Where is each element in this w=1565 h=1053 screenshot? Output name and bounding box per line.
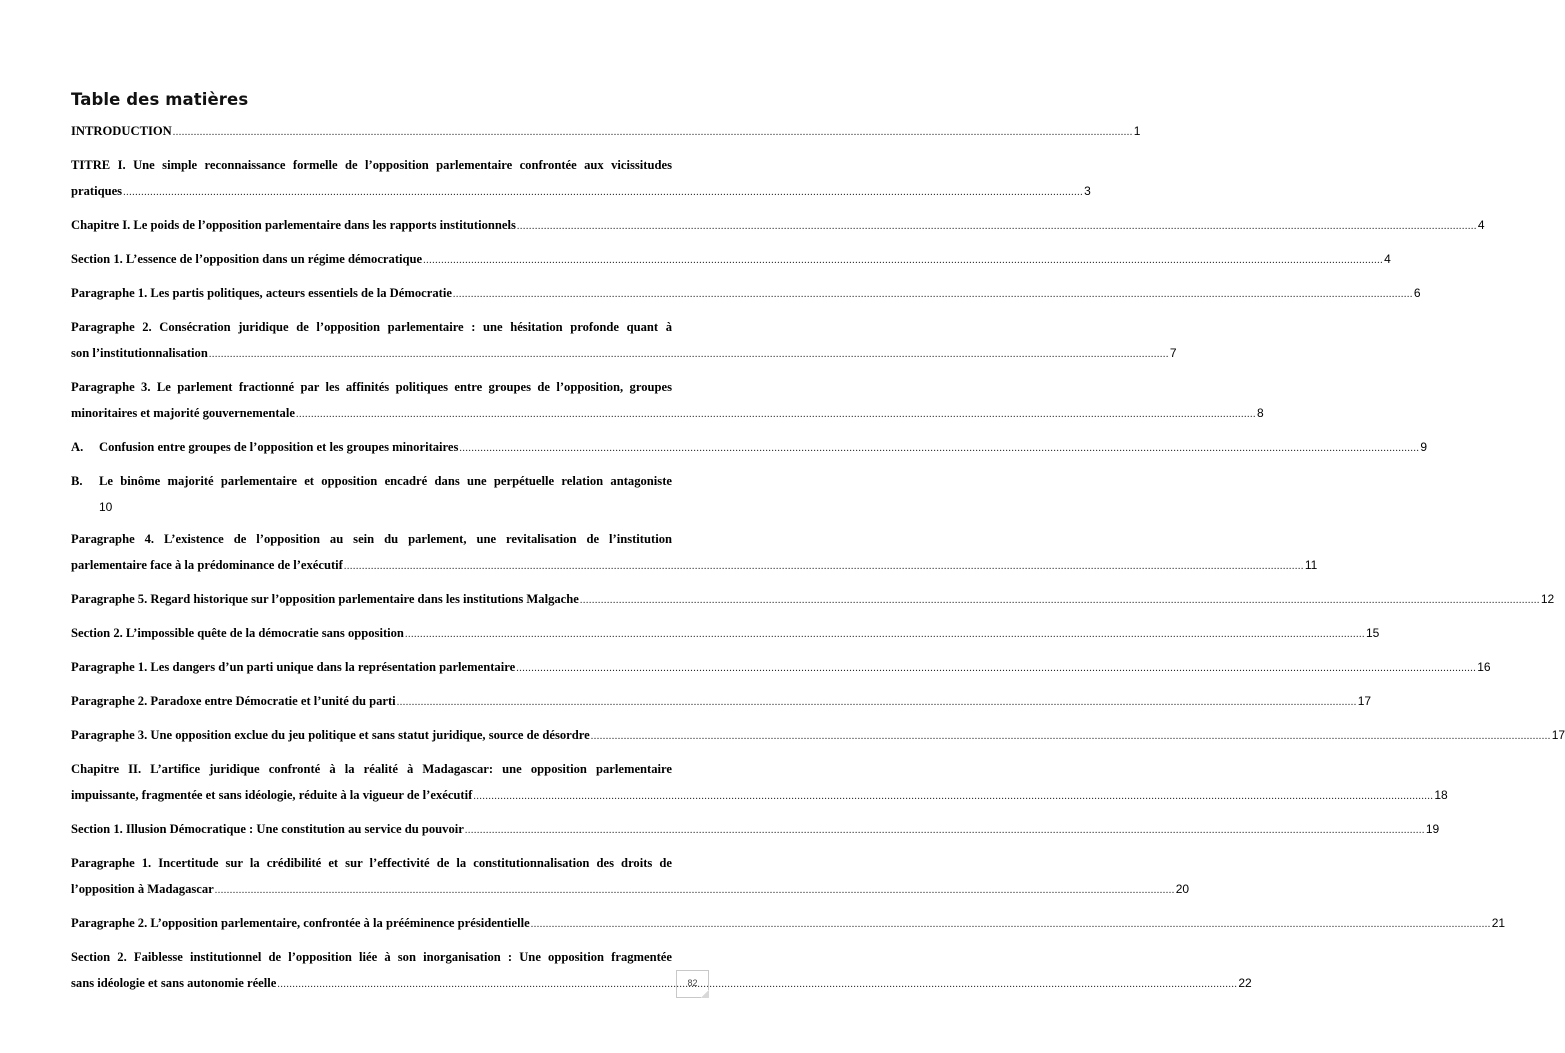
toc-entry-text: Section 2. Faiblesse institutionnel de l’opposition liée à son inorganisation : Une opposition fragmentée <box>71 950 672 964</box>
toc-entry[interactable] <box>71 280 1421 308</box>
toc-entry-page: 12 <box>1540 592 1555 606</box>
toc-entry-text-cont: impuissante, fragmentée et sans idéologie, réduite à la vigueur de l’exécutif <box>71 788 473 802</box>
leader-dots <box>459 436 1419 462</box>
toc-entry[interactable] <box>71 910 1506 938</box>
toc-entry-text: Section 2. L’impossible quête de la démocratie sans opposition <box>71 626 404 640</box>
toc-entry-text: Paragraphe 1. Incertitude sur la crédibilité et sur l’effectivité de la constitutionnalisation des droits de <box>71 856 672 870</box>
toc-entry-text: Paragraphe 4. L’existence de l’opposition au sein du parlement, une revitalisation de l’institution <box>71 532 672 546</box>
toc-entry-page: 17 <box>1357 694 1372 708</box>
toc-heading: Table des matières <box>71 90 249 109</box>
toc-entry-page: 11 <box>1304 558 1318 572</box>
toc-entry[interactable] <box>71 246 1391 274</box>
toc-entry-page: 16 <box>1477 660 1491 674</box>
leader-dots <box>531 912 1491 938</box>
toc-entry-text-cont: parlementaire face à la prédominance de l’exécutif <box>71 558 343 572</box>
toc-entry-page: 21 <box>1491 916 1506 930</box>
leader-dots <box>473 784 1433 810</box>
toc-entry[interactable] <box>71 526 1318 580</box>
leader-dots <box>173 120 1133 146</box>
toc-entry-page: 8 <box>1256 406 1264 420</box>
toc-entry-page: 17 <box>1551 728 1565 742</box>
toc-entry-text-cont: l’opposition à Madagascar <box>71 882 214 896</box>
toc-entry-page: 19 <box>1425 822 1440 836</box>
toc-entry-text: Paragraphe 2. Consécration juridique de l’opposition parlementaire : une hésitation profonde quant à <box>71 320 672 334</box>
toc-entry-text: Le binôme majorité parlementaire et opposition encadré dans une perpétuelle relation antagoniste <box>99 474 672 488</box>
toc-entry-text: Paragraphe 1. Les partis politiques, acteurs essentiels de la Démocratie <box>71 286 452 300</box>
list-marker: B. <box>71 474 83 488</box>
toc-entry[interactable] <box>71 468 672 520</box>
leader-dots <box>215 878 1175 904</box>
leader-dots <box>517 214 1477 240</box>
toc-entry-page: 1 <box>1133 124 1141 138</box>
toc-entry-page: 9 <box>1420 440 1428 454</box>
leader-dots <box>580 588 1540 614</box>
toc-entry-text-cont: son l’institutionnalisation <box>71 346 208 360</box>
toc-entry-text: Chapitre I. Le poids de l’opposition parlementaire dans les rapports institutionnels <box>71 218 516 232</box>
toc-entry[interactable] <box>71 118 1141 146</box>
toc-entry-page: 7 <box>1169 346 1177 360</box>
leader-dots <box>465 818 1425 844</box>
list-marker: A. <box>71 440 84 454</box>
toc-entry-text: Chapitre II. L’artifice juridique confronté à la réalité à Madagascar: une opposition parlementaire <box>71 762 672 776</box>
leader-dots <box>296 402 1256 428</box>
toc-entry[interactable] <box>71 722 1565 750</box>
toc-entry[interactable] <box>71 850 1190 904</box>
toc-entry-page: 18 <box>1434 788 1448 802</box>
toc-entry-text: Confusion entre groupes de l’opposition et les groupes minoritaires <box>99 440 459 454</box>
leader-dots <box>344 554 1304 580</box>
toc-entry-page: 4 <box>1477 218 1485 232</box>
toc-entry-page: 4 <box>1384 252 1391 266</box>
leader-dots <box>209 342 1169 368</box>
toc-entry-text: Paragraphe 3. Une opposition exclue du jeu politique et sans statut juridique, source de désordre <box>71 728 590 742</box>
toc-entry-page: 20 <box>1175 882 1190 896</box>
toc-entry-text-cont: sans idéologie et sans autonomie réelle <box>71 976 277 990</box>
toc-entry-text: Paragraphe 2. L’opposition parlementaire, confrontée à la prééminence présidentielle <box>71 916 530 930</box>
toc-entry[interactable] <box>71 620 1380 648</box>
page-number: 82 <box>687 978 698 988</box>
leader-dots <box>277 972 1237 998</box>
toc-entry-text: TITRE I. Une simple reconnaissance formelle de l’opposition parlementaire confrontée aux vicissitudes <box>71 158 672 172</box>
toc-entry-page: 6 <box>1413 286 1421 300</box>
toc-entry-text: Paragraphe 1. Les dangers d’un parti unique dans la représentation parlementaire <box>71 660 516 674</box>
toc-entry-text: INTRODUCTION <box>71 124 172 138</box>
toc-entry-text: Section 1. L’essence de l’opposition dans un régime démocratique <box>71 252 423 266</box>
leader-dots <box>123 180 1083 206</box>
toc-entry[interactable] <box>71 816 1440 844</box>
toc-entry-text: Section 1. Illusion Démocratique : Une constitution au service du pouvoir <box>71 822 464 836</box>
leader-dots <box>453 282 1413 308</box>
toc-entry[interactable] <box>71 374 1264 428</box>
leader-dots <box>423 248 1383 274</box>
leader-dots <box>516 656 1476 682</box>
toc-entry[interactable] <box>71 212 1485 240</box>
leader-dots <box>405 622 1365 648</box>
toc-entry[interactable] <box>71 586 1555 614</box>
page-corner-fold <box>701 990 709 998</box>
toc-entry[interactable] <box>71 654 1491 682</box>
toc-entry-page: 15 <box>1365 626 1380 640</box>
toc-entry[interactable] <box>71 314 1177 368</box>
page-number-box <box>676 970 709 998</box>
toc-entry-page: 10 <box>99 500 113 514</box>
toc-entry-text: Paragraphe 2. Paradoxe entre Démocratie et l’unité du parti <box>71 694 396 708</box>
toc-entry-text-cont: pratiques <box>71 184 123 198</box>
toc-entry[interactable] <box>71 152 1091 206</box>
leader-dots <box>591 724 1551 750</box>
leader-dots <box>397 690 1357 716</box>
toc-entry[interactable] <box>71 756 1448 810</box>
toc-entry-page: 3 <box>1084 184 1091 198</box>
toc-entry-text: Paragraphe 5. Regard historique sur l’opposition parlementaire dans les institutions Malgache <box>71 592 579 606</box>
toc-entry-text-cont: minoritaires et majorité gouvernementale <box>71 406 295 420</box>
toc-entry[interactable] <box>71 434 1428 462</box>
toc-entry[interactable] <box>71 688 1372 716</box>
toc-entry-page: 22 <box>1238 976 1252 990</box>
toc-entry-text: Paragraphe 3. Le parlement fractionné par les affinités politiques entre groupes de l’opposition, groupes <box>71 380 672 394</box>
